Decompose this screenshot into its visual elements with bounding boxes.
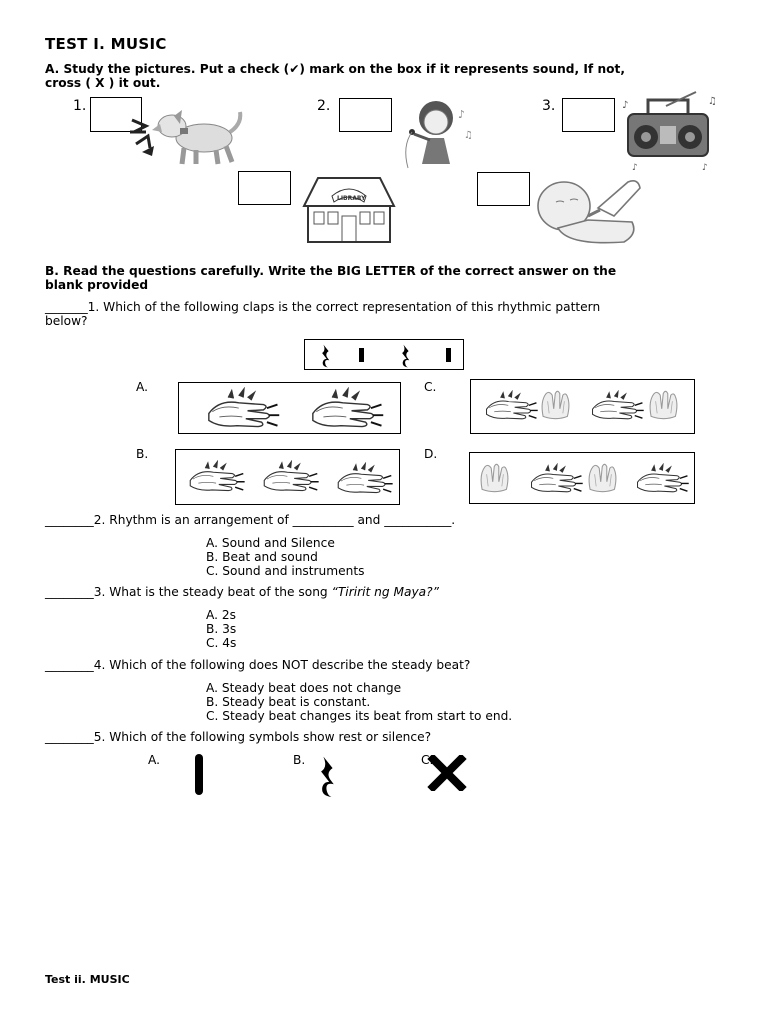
part-b-instruction-line2: blank provided [45,278,149,292]
q3-option-a[interactable]: A. 2s [206,608,236,622]
item-3-number: 3. [542,98,556,114]
item-3-answer-box[interactable] [562,98,615,132]
q1-option-c-letter: C. [424,380,437,394]
q4-option-b[interactable]: B. Steady beat is constant. [206,695,371,709]
clap-hands-icon [581,386,645,426]
quarter-beat-bar-icon[interactable] [195,754,203,795]
q1-option-d-letter: D. [424,447,438,461]
question-4: ________4. Which of the following does NOT describe the steady beat? [45,658,471,672]
clap-hands-icon [626,459,690,499]
svg-text:♫: ♫ [464,130,473,141]
q4-option-c[interactable]: C. Steady beat changes its beat from start to end. [206,709,513,723]
library-building-icon [298,172,400,246]
quarter-rest-icon[interactable] [316,752,340,798]
item-5-answer-box[interactable] [477,172,530,206]
question-2: ________2. Rhythm is an arrangement of __________ and ___________. [45,513,456,527]
footer-title: Test ii. MUSIC [45,973,130,986]
question-1 [45,300,600,328]
beat-bar-icon [446,348,451,362]
x-mark-icon[interactable] [427,755,467,791]
clap-hands-icon [193,387,281,431]
q1-option-b-box[interactable] [175,449,400,505]
rest-icon [315,342,337,368]
part-a-instruction-line1: A. Study the pictures. Put a check (✔) mark on the box if it represents sound, If not, [45,62,625,76]
page-title: TEST I. MUSIC [45,35,167,53]
q3-option-c[interactable]: C. 4s [206,636,237,650]
singing-girl-icon [392,98,482,172]
q5-option-c-letter: C. [421,753,434,767]
q2-option-c[interactable]: C. Sound and instruments [206,564,365,578]
q1-option-a-box[interactable] [178,382,401,434]
svg-text:♪: ♪ [702,163,708,172]
silent-hands-icon [584,459,622,497]
clap-hands-icon [475,386,539,426]
q1-option-c-box[interactable] [470,379,695,434]
q4-option-a[interactable]: A. Steady beat does not change [206,681,402,695]
q1-option-d-box[interactable] [469,452,695,504]
silent-hands-icon [537,386,575,424]
item-2-number: 2. [317,98,331,114]
barking-dog-icon [128,102,246,166]
question-3-options [206,608,236,650]
question-3 [45,585,439,599]
radio-cassette-icon [618,86,722,172]
part-a-instruction [45,62,625,90]
q1-option-b-letter: B. [136,447,149,461]
item-1-number: 1. [73,98,87,114]
part-b-instruction [45,264,616,292]
clap-hands-icon [297,387,385,431]
clap-hands-icon [326,458,394,500]
q1-option-a-letter: A. [136,380,148,394]
item-4-answer-box[interactable] [238,171,291,205]
item-2-answer-box[interactable] [339,98,392,132]
q3-option-b[interactable]: B. 3s [206,622,237,636]
clap-hands-icon [252,456,320,498]
question-4-options [206,681,512,723]
clap-hands-icon [178,456,246,498]
svg-text:♪: ♪ [632,163,638,172]
question-1-line2: below? [45,314,88,328]
question-5: ________5. Which of the following symbols show rest or silence? [45,730,432,744]
clap-hands-icon [520,459,584,499]
rest-icon [395,342,417,368]
q2-option-b[interactable]: B. Beat and sound [206,550,318,564]
beat-bar-icon [359,348,364,362]
library-sign: LIBRARY [337,195,366,202]
part-a-instruction-line2: cross ( X ) it out. [45,76,161,90]
silent-hands-icon [645,386,683,424]
question-3-song-title: “Tiririt ng Maya?” [331,585,439,599]
silent-hands-icon [476,459,514,497]
question-3-text: ________3. What is the steady beat of the song [45,585,332,599]
svg-text:♪: ♪ [458,108,466,121]
question-2-options [206,536,365,578]
svg-text:♪: ♪ [622,100,629,111]
rhythm-pattern-box [304,339,464,370]
q2-option-a[interactable]: A. Sound and Silence [206,536,335,550]
question-1-line1: _______1. Which of the following claps is the correct representation of this rhythmic pattern [45,300,601,314]
baby-with-bottle-icon [528,172,648,248]
part-b-instruction-line1: B. Read the questions carefully. Write the BIG LETTER of the correct answer on the [45,264,617,278]
q5-option-b-letter: B. [293,753,306,767]
q5-option-a-letter: A. [148,753,160,767]
svg-text:♫: ♫ [708,96,717,107]
